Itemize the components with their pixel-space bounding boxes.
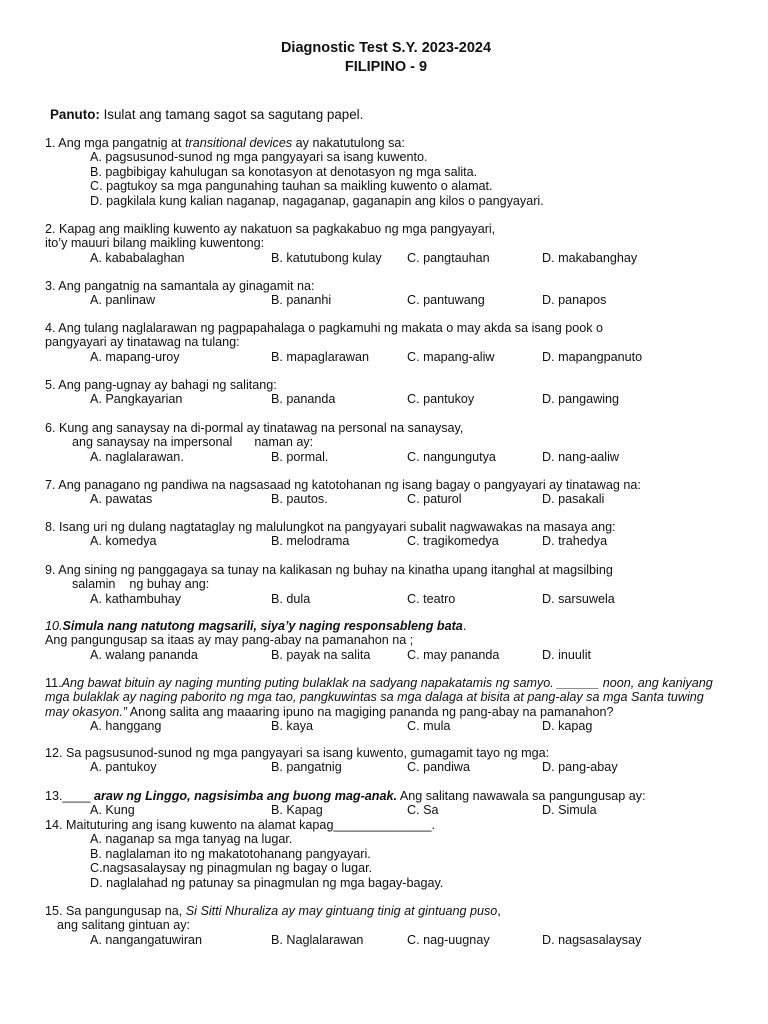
question-6-option-a: A. naglalarawan. (90, 449, 184, 464)
question-12-option-b: B. pangatnig (271, 760, 342, 775)
question-3 (45, 279, 725, 308)
question-5-option-b: B. pananda (271, 392, 336, 407)
question-3-option-d: D. panapos (542, 293, 607, 308)
question-13-option-b: B. Kapag (271, 803, 323, 818)
question-2-option-b: B. katutubong kulay (271, 250, 382, 265)
question-7-option-a: A. pawatas (90, 492, 153, 507)
question-4-stem: 4. Ang tulang naglalarawan ng pagpapahalaga o pagkamuhi ng makata o may akda sa isang pook o (45, 321, 604, 335)
question-4-option-d: D. mapangpanuto (542, 349, 643, 364)
question-4-options (45, 350, 725, 364)
question-11-option-b: B. kaya (271, 719, 313, 734)
question-7-stem: 7. Ang panagano ng pandiwa na nagsasaad ng katotohanan ng isang bagay o pangyayari ay tinatawag na: (45, 478, 641, 492)
question-4-option-c: C. mapang-aliw (407, 349, 495, 364)
question-15-stem: 15. Sa pangungusap na, Si Sitti Nhuraliza ay may gintuang tinig at gintuang puso, (45, 904, 501, 918)
question-6 (45, 421, 725, 464)
question-3-option-c: C. pantuwang (407, 293, 485, 308)
question-8-stem: 8. Isang uri ng dulang nagtataglay ng malulungkot na pangyayari subalit nagwawakas na masaya ang: (45, 520, 616, 534)
question-2-option-d: D. makabanghay (542, 250, 638, 265)
instruction (50, 107, 363, 123)
question-11 (45, 676, 717, 734)
question-2-stem-2: ito’y mauuri bilang maikling kuwentong: (45, 236, 265, 251)
question-13-options (45, 803, 725, 817)
question-14 (45, 818, 725, 890)
question-5-stem: 5. Ang pang-ugnay ay bahagi ng salitang: (45, 378, 277, 392)
instruction-text: Isulat ang tamang sagot sa sagutang papel. (99, 107, 364, 122)
question-8-option-b: B. melodrama (271, 534, 350, 549)
question-9-stem: 9. Ang sining ng panggagaya sa tunay na kalikasan ng buhay na kinatha upang itanghal at magsilbing (45, 563, 613, 577)
question-4-stem-2: pangyayari ay tinatawag na tulang: (45, 335, 240, 350)
question-10 (45, 619, 725, 662)
question-1-option-a: A. pagsusunod-sunod ng mga pangyayari sa isang kuwento. (90, 150, 428, 165)
question-10-option-c: C. may pananda (407, 647, 500, 662)
question-13-option-c: C. Sa (407, 803, 439, 818)
question-13-option-a: A. Kung (90, 803, 135, 818)
question-6-stem-2: ang sanaysay na impersonal naman ay: (72, 435, 314, 450)
question-9-option-d: D. sarsuwela (542, 591, 615, 606)
question-9-options (45, 592, 725, 606)
question-12-stem: 12. Sa pagsusunod-sunod ng mga pangyayari sa isang kuwento, gumagamit tayo ng mga: (45, 746, 550, 760)
question-15 (45, 904, 725, 947)
question-9 (45, 563, 725, 606)
question-5-options (45, 392, 725, 406)
question-10-option-a: A. walang pananda (90, 647, 198, 662)
question-15-option-d: D. nagsasalaysay (542, 932, 642, 947)
question-11-options (45, 719, 717, 733)
question-15-option-a: A. nangangatuwiran (90, 932, 203, 947)
question-5-option-d: D. pangawing (542, 392, 620, 407)
question-2-options (45, 251, 725, 265)
question-2-stem: 2. Kapag ang maikling kuwento ay nakatuon sa pagkakabuo ng mga pangyayari, (45, 222, 496, 236)
question-3-option-a: A. panlinaw (90, 293, 156, 308)
question-10-stem-2: Ang pangungusap sa itaas ay may pang-abay na pamanahon na ; (45, 633, 414, 648)
subject-title: FILIPINO - 9 (344, 59, 428, 75)
question-11-stem: 11.Ang bawat bituin ay naging munting puting bulaklak na sadyang napakatamis ng samyo. ______ noon, ang kaniyang mga bulaklak ay naging paborito ng mga tao, pangkuwintas sa mga dalaga at bisita at pang-alay sa mga Santa tuwing may okasyon.” Anong salita ang maaaring ipuno na magiging pananda ng pang-abay na pamanahon? (45, 676, 713, 719)
question-5 (45, 378, 725, 407)
instruction-label: Panuto: (50, 107, 100, 122)
question-1 (45, 136, 725, 208)
question-8-option-a: A. komedya (90, 534, 157, 549)
question-7-option-c: C. paturol (407, 492, 462, 507)
question-2-option-c: C. pangtauhan (407, 250, 490, 265)
question-10-option-d: D. inuulit (542, 647, 591, 662)
question-12-option-d: D. pang-abay (542, 760, 618, 775)
question-5-option-a: A. Pangkayarian (90, 392, 183, 407)
question-4-option-a: A. mapang-uroy (90, 349, 180, 364)
question-11-option-c: C. mula (407, 719, 451, 734)
question-2-option-a: A. kababalaghan (90, 250, 185, 265)
question-5-option-c: C. pantukoy (407, 392, 475, 407)
question-15-option-b: B. Naglalarawan (271, 932, 364, 947)
question-2 (45, 222, 725, 265)
question-15-stem-2: ang salitang gintuan ay: (57, 918, 191, 933)
question-6-option-c: C. nangungutya (407, 449, 496, 464)
question-9-option-c: C. teatro (407, 591, 456, 606)
question-6-option-b: B. pormal. (271, 449, 329, 464)
question-12 (45, 746, 725, 775)
question-11-option-d: D. kapag (542, 719, 593, 734)
question-12-options (45, 760, 725, 774)
question-9-option-a: A. kathambuhay (90, 591, 182, 606)
question-7-options (45, 492, 725, 506)
question-14-option-d: D. naglalahad ng patunay sa pinagmulan ng mga bagay-bagay. (90, 875, 444, 890)
question-3-option-b: B. pananhi (271, 293, 332, 308)
question-10-options (45, 648, 725, 662)
question-8-options (45, 534, 725, 548)
question-1-stem: 1. Ang mga pangatnig at transitional devices ay nakatutulong sa: (45, 136, 405, 150)
question-15-options (45, 933, 725, 947)
question-4-option-b: B. mapaglarawan (271, 349, 370, 364)
question-7-option-d: D. pasakali (542, 492, 605, 507)
question-14-option-c: C.nagsasalaysay ng pinagmulan ng bagay o lugar. (90, 861, 373, 876)
question-13-option-d: D. Simula (542, 803, 597, 818)
question-1-option-c: C. pagtukoy sa mga pangunahing tauhan sa maikling kuwento o alamat. (90, 179, 493, 194)
question-3-options (45, 293, 725, 307)
question-12-option-c: C. pandiwa (407, 760, 471, 775)
question-13-stem: 13.____ araw ng Linggo, nagsisimba ang buong mag-anak. Ang salitang nawawala sa pangungusap ay: (45, 789, 646, 803)
question-8-option-d: D. trahedya (542, 534, 608, 549)
question-15-option-c: C. nag-uugnay (407, 932, 490, 947)
question-1-option-d: D. pagkilala kung kalian naganap, nagaganap, gaganapin ang kilos o pangyayari. (90, 193, 544, 208)
question-8 (45, 520, 725, 549)
question-10-option-b: B. payak na salita (271, 647, 371, 662)
question-10-stem: 10.Simula nang natutong magsarili, siya’y naging responsableng bata. (45, 619, 467, 633)
question-13 (45, 789, 725, 818)
question-14-stem: 14. Maituturing ang isang kuwento na alamat kapag______________. (45, 818, 436, 832)
question-11-option-a: A. hanggang (90, 719, 162, 734)
question-7 (45, 478, 725, 507)
question-3-stem: 3. Ang pangatnig na samantala ay ginagamit na: (45, 279, 315, 293)
question-6-option-d: D. nang-aaliw (542, 449, 620, 464)
question-14-option-a: A. naganap sa mga tanyag na lugar. (90, 832, 293, 847)
question-12-option-a: A. pantukoy (90, 760, 157, 775)
question-7-option-b: B. pautos. (271, 492, 328, 507)
question-8-option-c: C. tragikomedya (407, 534, 499, 549)
question-6-options (45, 450, 725, 464)
test-title: Diagnostic Test S.Y. 2023-2024 (280, 40, 492, 56)
question-9-option-b: B. dula (271, 591, 311, 606)
question-4 (45, 321, 725, 364)
question-1-option-b: B. pagbibigay kahulugan sa konotasyon at denotasyon ng mga salita. (90, 164, 478, 179)
question-6-stem: 6. Kung ang sanaysay na di-pormal ay tinatawag na personal na sanaysay, (45, 421, 464, 435)
question-14-option-b: B. naglalaman ito ng makatotohanang pangyayari. (90, 846, 371, 861)
question-9-stem-2: salamin ng buhay ang: (72, 577, 210, 592)
